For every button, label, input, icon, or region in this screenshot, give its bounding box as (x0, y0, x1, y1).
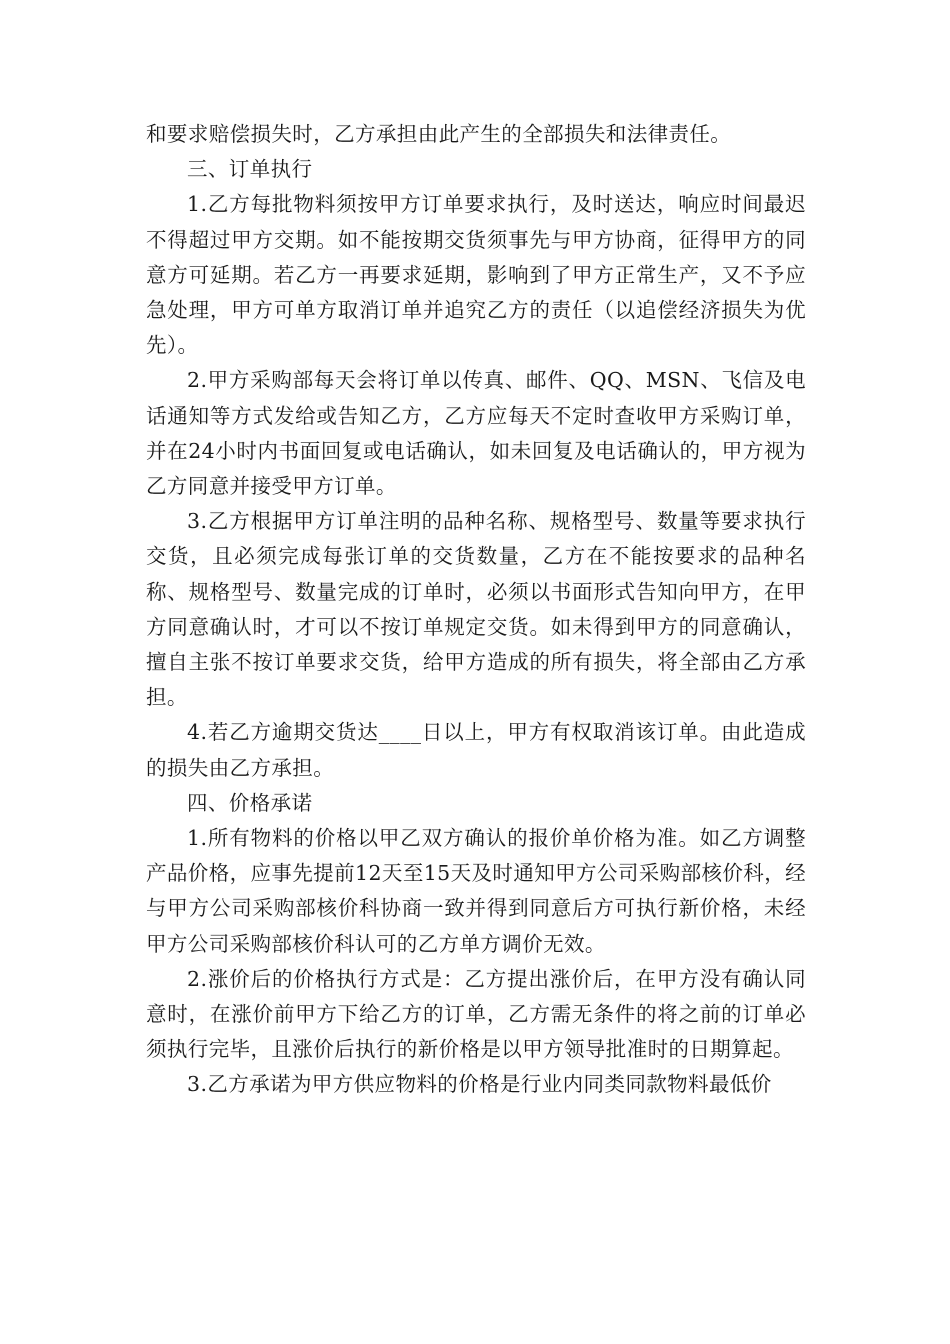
paragraph-order-1: 1.乙方每批物料须按甲方订单要求执行，及时送达，响应时间最迟不得超过甲方交期。如不能按期交货须事先与甲方协商，征得甲方的同意方可延期。若乙方一再要求延期，影响到了甲方正常生产，又不予应急处理，甲方可单方取消订单并追究乙方的责任（以追偿经济损失为优先）。 (146, 192, 806, 358)
section-heading-order-execution: 三、订单执行 (187, 157, 313, 182)
section-heading-price-commitment: 四、价格承诺 (187, 790, 313, 815)
paragraph-price-2: 2.涨价后的价格执行方式是：乙方提出涨价后，在甲方没有确认同意时，在涨价前甲方下给乙方的订单，乙方需无条件的将之前的订单必须执行完毕，且涨价后执行的新价格是以甲方领导批准时的日期算起。 (146, 966, 806, 1062)
paragraph-order-4: 4.若乙方逾期交货达____日以上，甲方有权取消该订单。由此造成的损失由乙方承担。 (146, 720, 806, 780)
paragraph-price-3: 3.乙方承诺为甲方供应物料的价格是行业内同类同款物料最低价 (187, 1072, 772, 1097)
paragraph-1: 和要求赔偿损失时，乙方承担由此产生的全部损失和法律责任。 (146, 122, 732, 146)
paragraph-price-1: 1.所有物料的价格以甲乙双方确认的报价单价格为准。如乙方调整产品价格，应事先提前12天至15天及时通知甲方公司采购部核价科，经与甲方公司采购部核价科协商一致并得到同意后方可执行新价格，未经甲方公司采购部核价科认可的乙方单方调价无效。 (146, 826, 806, 956)
paragraph-order-3: 3.乙方根据甲方订单注明的品种名称、规格型号、数量等要求执行交货，且必须完成每张订单的交货数量，乙方在不能按要求的品种名称、规格型号、数量完成的订单时，必须以书面形式告知向甲方，在甲方同意确认时，才可以不按订单规定交货。如未得到甲方的同意确认，擅自主张不按订单要求交货，给甲方造成的所有损失，将全部由乙方承担。 (146, 509, 806, 710)
document-page (146, 117, 806, 1103)
paragraph-order-2: 2.甲方采购部每天会将订单以传真、邮件、QQ、MSN、飞信及电话通知等方式发给或告知乙方，乙方应每天不定时查收甲方采购订单，并在24小时内书面回复或电话确认，如未回复及电话确认的，甲方视为乙方同意并接受甲方订单。 (146, 368, 806, 499)
